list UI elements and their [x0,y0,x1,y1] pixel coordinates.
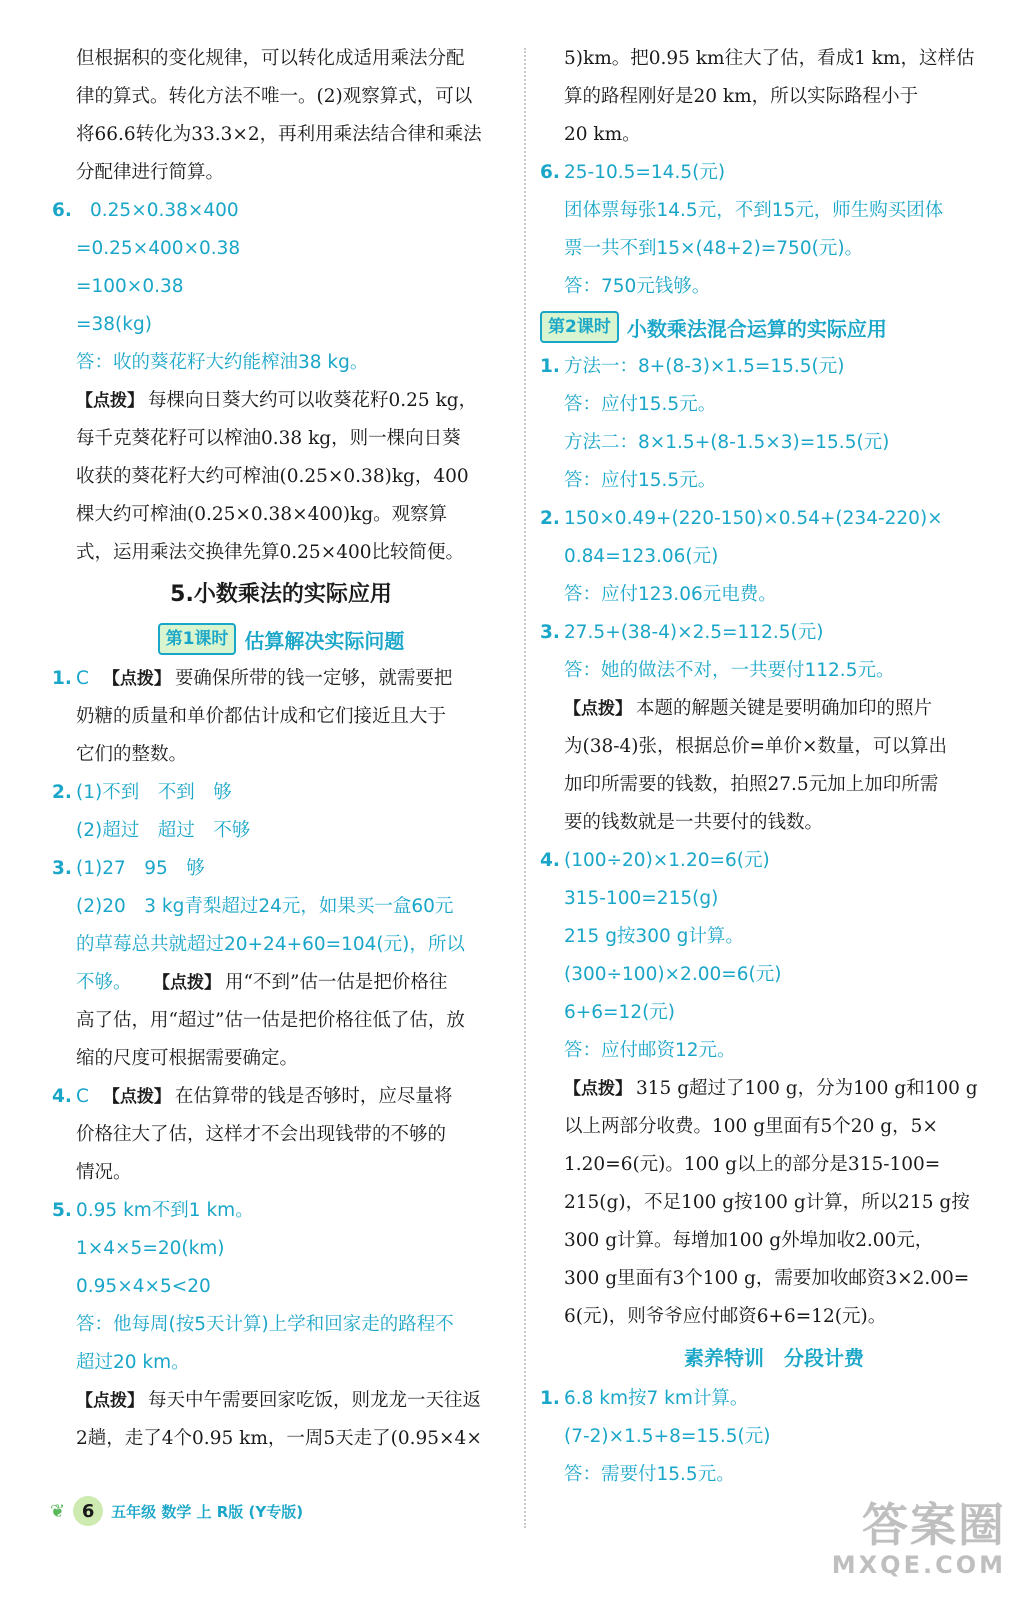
lesson-badge: 第1课时 [158,623,237,655]
calc-line: =0.25×400×0.38 [76,238,241,259]
answer-line: 票一共不到15×(48+2)=750(元)。 [564,238,864,259]
answer-line: 方法二：8×1.5+(8-1.5×3)=15.5(元) [564,432,890,453]
answer-tip-line: 不够。 【点拨】 用“不到”估一估是把价格往 [76,972,448,993]
answer-line: 团体票每张14.5元，不到15元，师生购买团体 [564,200,944,221]
watermark [832,1500,1006,1580]
question-4: 4. (100÷20)×1.20=6(元) [540,850,770,871]
tip-line: 式，运用乘法交换律先算0.25×400比较简便。 [76,542,465,563]
answer-line: 答：应付123.06元电费。 [564,584,777,605]
section-title: 5.小数乘法的实际应用 [170,582,392,607]
watermark-cn: 答案圈 [862,1498,1006,1552]
tip-line: 以上两部分收费。100 g里面有5个20 g，5× [564,1116,938,1137]
tip-line: 【点拨】 本题的解题关键是要明确加印的照片 [564,698,933,719]
question-3: 3. (1)27 95 够 [52,858,205,879]
question-3: 3. 27.5+(38-4)×2.5=112.5(元) [540,622,824,643]
answer-line: 的草莓总共就超过20+24+60=104(元)，所以 [76,934,465,955]
tip-line: 【点拨】 每棵向日葵大约可以收葵花籽0.25 kg， [76,390,478,411]
tip-line: 价格往大了估，这样才不会出现钱带的不够的 [76,1124,447,1145]
calc-line: 6+6=12(元) [564,1002,676,1023]
calc-line: 1×4×5=20(km) [76,1238,225,1259]
tip-line: 每千克葵花籽可以榨油0.38 kg，则一棵向日葵 [76,428,461,449]
calc-line: =38(kg) [76,314,152,335]
tip-line: 【点拨】 每天中午需要回家吃饭，则龙龙一天往返 [76,1390,482,1411]
answer-line: 答：收的葵花籽大约能榨油38 kg。 [76,352,369,373]
answer-line: 答：750元钱够。 [564,276,711,297]
lesson-badge: 第2课时 [540,311,619,343]
tip-line: 300 g计算。每增加100 g外埠加收2.00元， [564,1230,934,1251]
question-2: 2. 150×0.49+(220-150)×0.54+(234-220)× [540,508,943,529]
answer-line: 超过20 km。 [76,1352,190,1373]
calc-line: =100×0.38 [76,276,184,297]
tip-line: 缩的尺度可根据需要确定。 [76,1048,299,1069]
calc-line: 315-100=215(g) [564,888,719,909]
page-number: 6 [73,1496,103,1526]
answer-line: 答：需要付15.5元。 [564,1464,735,1485]
tip-line: 215(g)，不足100 g按100 g计算，所以215 g按 [564,1192,970,1213]
tip-line: 1.20=6(元)。100 g以上的部分是315-100= [564,1154,941,1175]
continued-line: 算的路程刚好是20 km，所以实际路程小于 [564,86,919,107]
tip-line: 6(元)，则爷爷应付邮资6+6=12(元)。 [564,1306,887,1327]
calc-line: (7-2)×1.5+8=15.5(元) [564,1426,771,1447]
special-question-1: 1. 6.8 km按7 km计算。 [540,1388,749,1409]
tip-line: 奶糖的质量和单价都估计成和它们接近且大于 [76,706,447,727]
intro-line: 但根据积的变化规律，可以转化成适用乘法分配 [76,48,465,69]
special-training-title: 素养特训 分段计费 [684,1346,864,1370]
calc-line: 0.95×4×5<20 [76,1276,211,1297]
question-1: 1. C 【点拨】 要确保所带的钱一定够，就需要把 [52,668,453,689]
answer-line: 答：他每周(按5天计算)上学和回家走的路程不 [76,1314,454,1335]
calc-line: (300÷100)×2.00=6(元) [564,964,782,985]
intro-line: 分配律进行简算。 [76,162,225,183]
answer-line: 0.84=123.06(元) [564,546,719,567]
tip-line: 情况。 [76,1162,132,1183]
tip-line: 棵大约可榨油(0.25×0.38×400)kg。观察算 [76,504,448,525]
answer-line: 答：她的做法不对，一共要付112.5元。 [564,660,895,681]
answer-line: (2)20 3 kg青梨超过24元，如果买一盒60元 [76,896,454,917]
lesson-title: 估算解决实际问题 [244,628,405,653]
question-6: 6. 0.25×0.38×400 [52,200,239,221]
lesson-header [540,306,1008,348]
question-5: 5. 0.95 km不到1 km。 [52,1200,254,1221]
tip-line: 【点拨】 315 g超过了100 g，分为100 g和100 g [564,1078,978,1099]
continued-line: 20 km。 [564,124,641,145]
question-2: 2. (1)不到 不到 够 [52,782,232,803]
lesson-header [52,618,510,660]
page-footer [50,1496,303,1526]
left-column [52,40,510,1458]
tip-line: 收获的葵花籽大约可榨油(0.25×0.38)kg，400 [76,466,469,487]
intro-line: 律的算式。转化方法不唯一。(2)观察算式，可以 [76,86,473,107]
continued-line: 5)km。把0.95 km往大了估，看成1 km，这样估 [564,48,975,69]
tip-line: 为(38-4)张，根据总价=单价×数量，可以算出 [564,736,948,757]
tip-line: 300 g里面有3个100 g，需要加收邮资3×2.00= [564,1268,970,1289]
column-divider [524,48,526,1528]
tip-line: 2趟，走了4个0.95 km，一周5天走了(0.95×4× [76,1428,482,1449]
watermark-en: MXQE.COM [831,1551,1006,1579]
lesson-title: 小数乘法混合运算的实际应用 [626,316,887,341]
question-4: 4. C 【点拨】 在估算带的钱是否够时，应尽量将 [52,1086,453,1107]
answer-line: (2)超过 超过 不够 [76,820,251,841]
answer-line: 答：应付15.5元。 [564,394,717,415]
answer-line: 答：应付邮资12元。 [564,1040,736,1061]
calc-line: 215 g按300 g计算。 [564,926,744,947]
question-1: 1. 方法一：8+(8-3)×1.5=15.5(元) [540,356,845,377]
tip-line: 要的钱数就是一共要付的钱数。 [564,812,824,833]
tip-line: 加印所需要的钱数，拍照27.5元加上加印所需 [564,774,939,795]
intro-line: 将66.6转化为33.3×2，再利用乘法结合律和乘法 [76,124,482,145]
leaf-icon: ❦ [50,1500,66,1522]
answer-line: 答：应付15.5元。 [564,470,717,491]
question-6: 6. 25-10.5=14.5(元) [540,162,726,183]
book-info: 五年级 数学 上 R版 (Y专版) [111,1502,304,1521]
tip-line: 它们的整数。 [76,744,188,765]
tip-line: 高了估，用“超过”估一估是把价格往低了估，放 [76,1010,465,1031]
right-column [540,40,1008,1494]
